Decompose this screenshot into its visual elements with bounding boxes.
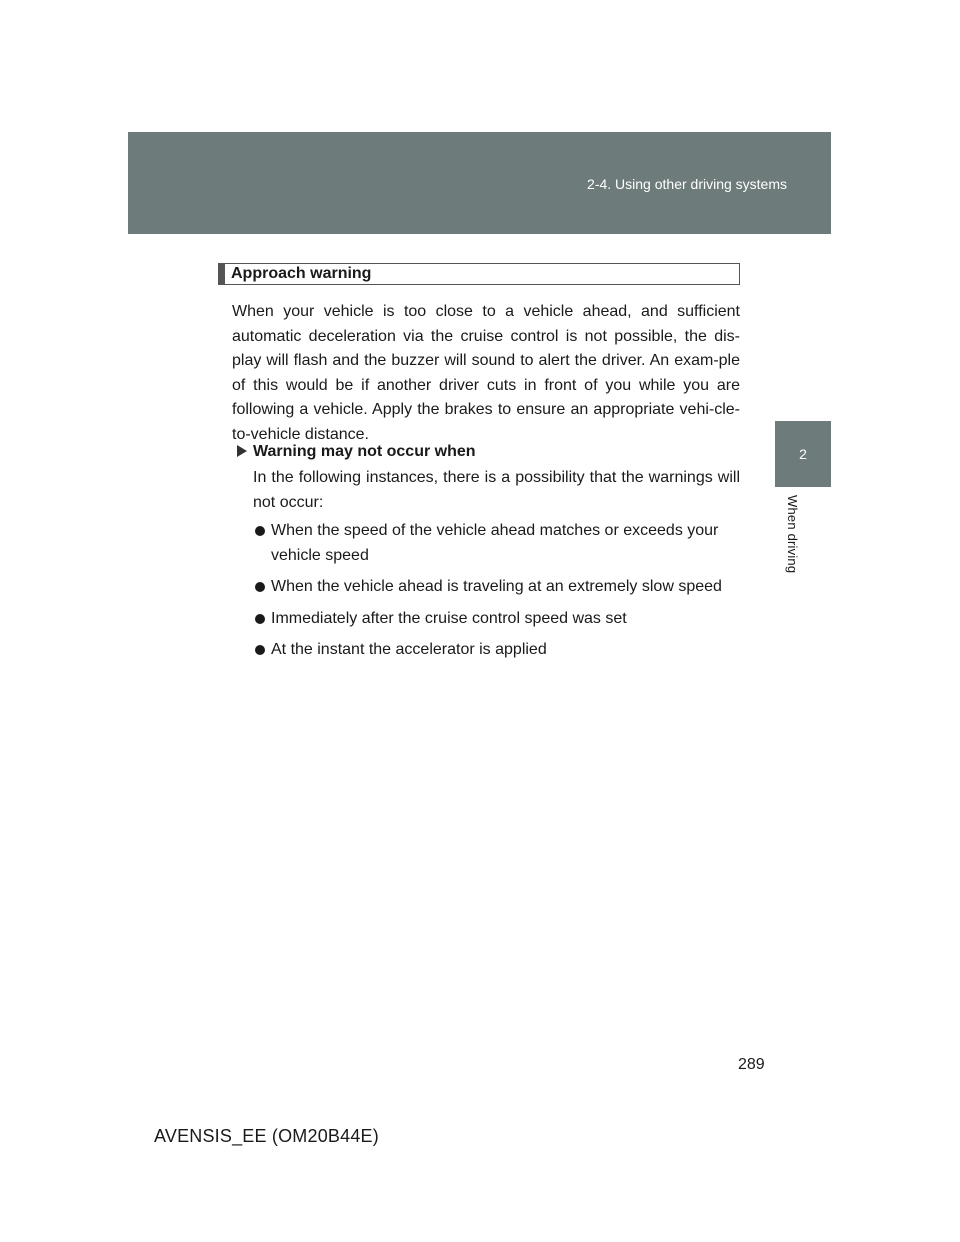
section-body: When your vehicle is too close to a vehicle ahead, and sufficient automatic deceleration via the cruise control is not possible, the dis-play will flash and the buzzer will sound to alert the driver. An exam-ple of this would be if another driver cuts in front of you while you are following a vehicle. Apply the brakes to ensure an appropriate vehi-cle-to-vehicle distance.	[232, 303, 740, 443]
document-code: AVENSIS_EE (OM20B44E)	[154, 1126, 379, 1146]
list-item	[253, 607, 740, 632]
list-item-text: Immediately after the cruise control speed was set	[271, 609, 627, 627]
heading-accent-bar	[219, 264, 225, 284]
section-heading: Approach warning	[231, 265, 372, 282]
list-item	[253, 575, 740, 600]
subsection-heading	[237, 443, 476, 461]
chapter-number: 2	[799, 446, 807, 462]
list-item-text: At the instant the accelerator is applied	[271, 641, 547, 658]
subsection-heading-text: Warning may not occur when	[253, 443, 476, 460]
header-section-title: 2-4. Using other driving systems	[587, 176, 787, 192]
list-item-text: When the speed of the vehicle ahead matches or exceeds your vehicle speed	[271, 522, 719, 564]
bullet-dot-icon	[255, 645, 265, 655]
subsection-intro: In the following instances, there is a possibility that the warnings will not occur:	[253, 469, 740, 511]
header-band	[128, 132, 831, 234]
bullet-dot-icon	[255, 526, 265, 536]
chapter-label: When driving	[785, 495, 800, 574]
chapter-tab	[775, 421, 831, 487]
list-item	[253, 638, 740, 663]
bullet-dot-icon	[255, 582, 265, 592]
list-item	[253, 519, 740, 568]
triangle-bullet-icon	[237, 445, 247, 457]
warning-conditions-list	[253, 519, 740, 670]
bullet-dot-icon	[255, 614, 265, 624]
section-heading-box	[218, 263, 740, 285]
page-number: 289	[738, 1056, 765, 1073]
list-item-text: When the vehicle ahead is traveling at an extremely slow speed	[271, 578, 722, 595]
